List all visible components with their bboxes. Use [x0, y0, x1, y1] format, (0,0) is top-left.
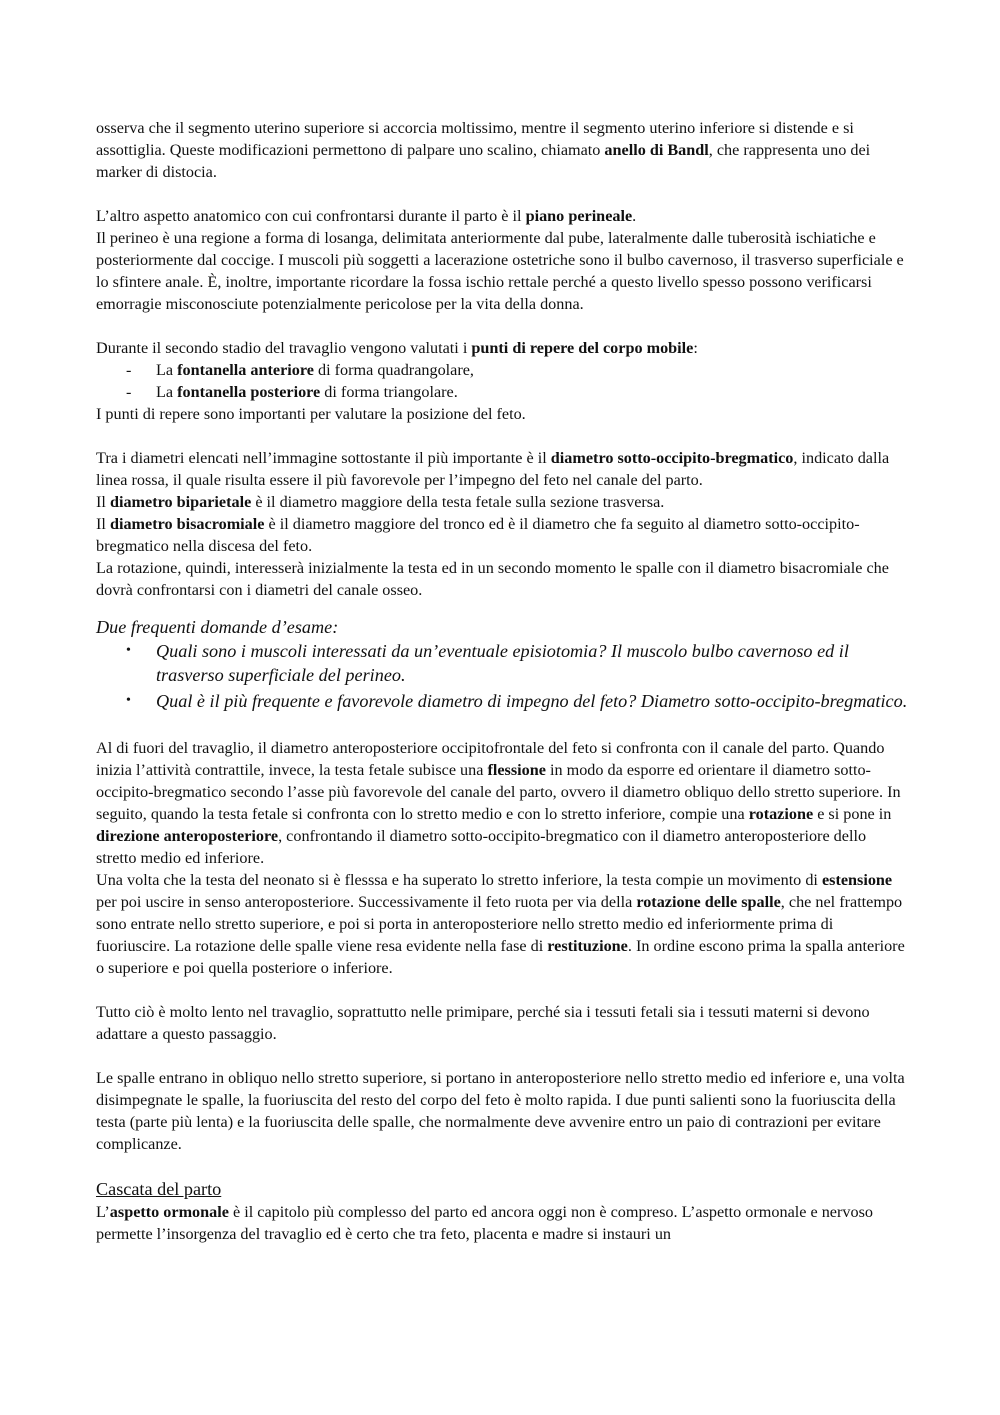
fontanelle-list [96, 359, 908, 403]
dash-marker: - [126, 383, 132, 401]
text-run: La [156, 383, 178, 401]
text-run: è il capitolo più complesso del parto ed ancora oggi non è compreso. L’aspetto ormonale e nervoso permette l’insorgenza del travaglio ed è certo che tra feto, placenta e madre si instauri un [96, 1203, 873, 1243]
bullet-marker: • [126, 643, 131, 658]
text-run: . In ordine escono prima la spalla anteriore o superiore e poi quella posteriore o inferiore. [96, 937, 905, 977]
bold-term: diametro biparietale [109, 493, 252, 511]
bold-term: anello di Bandl [604, 141, 709, 159]
bold-term: diametro sotto-occipito-bregmatico [550, 449, 794, 467]
text-run: è il diametro maggiore della testa fetale sulla sezione trasversa. [251, 493, 665, 511]
text-run: , confrontando il diametro sotto-occipito-bregmatico con il diametro anteroposteriore dello stretto medio ed inferiore. [96, 827, 867, 867]
text-run: per poi uscire in senso anteroposteriore. Successivamente il feto ruota per via della [96, 893, 637, 911]
bullet-marker: • [126, 693, 131, 708]
bold-term: fontanella anteriore [177, 361, 314, 379]
paragraph-flessione [96, 737, 908, 869]
paragraph-aspetto-ormonale [96, 1201, 908, 1245]
paragraph-bandl [96, 117, 908, 183]
document-page [96, 117, 908, 1245]
paragraph-punti-repere [96, 337, 908, 359]
bold-term: fontanella posteriore [177, 383, 321, 401]
text-run: L’ [96, 1203, 110, 1221]
bold-term: flessione [487, 761, 546, 779]
text-run: e si pone in [813, 805, 892, 823]
bold-term: punti di repere del corpo mobile [471, 339, 694, 357]
text-run: Il [96, 515, 110, 533]
text-run: L’altro aspetto anatomico con cui confrontarsi durante il parto è il [96, 207, 526, 225]
bold-term: rotazione [748, 805, 814, 823]
text-run: . [632, 207, 637, 225]
text-run: : [693, 339, 698, 357]
paragraph-posizione-feto: I punti di repere sono importanti per valutare la posizione del feto. [96, 405, 526, 423]
text-run: è il diametro maggiore del tronco ed è il diametro che fa seguito al diametro sotto-occipito-bregmatico nella discesa del feto. [96, 515, 860, 555]
bold-term: aspetto ormonale [109, 1203, 229, 1221]
paragraph-piano-perineale [96, 205, 908, 227]
paragraph-estensione [96, 869, 908, 979]
section-heading: Cascata del parto [96, 1179, 222, 1199]
question-text: Qual è il più frequente e favorevole diametro di impegno del feto? Diametro sotto-occipito-bregmatico. [156, 691, 908, 711]
bold-term: diametro bisacromiale [109, 515, 265, 533]
text-run: di forma triangolare. [320, 383, 458, 401]
text-run: , indicato dalla linea rossa, il quale risulta essere il più favorevole per l’impegno del feto nel canale del parto. [96, 449, 890, 489]
text-run: Durante il secondo stadio del travaglio vengono valutati i [96, 339, 472, 357]
paragraph-bisacromiale [96, 513, 908, 557]
text-run: Al di fuori del travaglio, il diametro anteroposteriore occipitofrontale del feto si confronta con il canale del parto. Quando inizia l’attività contrattile, invece, la testa fetale subisce una [96, 739, 885, 779]
text-run: La [156, 361, 178, 379]
paragraph-diametro-soboregmatico [96, 447, 908, 491]
list-item [96, 381, 908, 403]
list-item [96, 359, 908, 381]
text-run: Tra i diametri elencati nell’immagine sottostante il più importante è il [96, 449, 551, 467]
questions-intro: Due frequenti domande d’esame: [96, 617, 339, 637]
list-item [96, 639, 908, 687]
paragraph-travaglio-lento: Tutto ciò è molto lento nel travaglio, soprattutto nelle primipare, perché sia i tessuti fetali sia i tessuti materni si devono adattare a questo passaggio. [96, 1003, 870, 1043]
text-run: Il [96, 493, 110, 511]
paragraph-perineo: Il perineo è una regione a forma di losanga, delimitata anteriormente dal pube, lateralmente dalle tuberosità ischiatiche e posteriormente dal coccige. I muscoli più soggetti a lacerazione ostetriche sono il bulbo cavernoso, il trasverso superficiale e lo sfintere anale. È, inoltre, importante ricordare la fossa ischio rettale perché a questo livello spesso possono verificarsi emorragie misconosciute potenzialmente pericolose per la vita della donna. [96, 229, 904, 313]
list-item [96, 689, 908, 713]
bold-term: restituzione [547, 937, 628, 955]
bold-term: direzione anteroposteriore [96, 827, 279, 845]
bold-term: rotazione delle spalle [636, 893, 781, 911]
text-run: , che rappresenta uno dei marker di distocia. [96, 141, 871, 181]
text-run: osserva che il segmento uterino superiore si accorcia moltissimo, mentre il segmento uterino inferiore si distende e si assottiglia. Queste modificazioni permettono di palpare uno scalino, chiamato [96, 119, 854, 159]
text-run: di forma quadrangolare, [313, 361, 474, 379]
paragraph-biparietale [96, 491, 908, 513]
bold-term: estensione [821, 871, 893, 889]
questions-list [96, 639, 908, 713]
paragraph-spalle: Le spalle entrano in obliquo nello stretto superiore, si portano in anteroposteriore nello stretto medio ed inferiore e, una volta disimpegnate le spalle, la fuoriuscita del resto del corpo del feto è molto rapida. I due punti salienti sono la fuoriuscita della testa (parte più lenta) e la fuoriuscita delle spalle, che normalmente deve avvenire entro un paio di contrazioni per evitare complicanze. [96, 1069, 905, 1153]
bold-term: piano perineale [525, 207, 633, 225]
paragraph-rotazione: La rotazione, quindi, interesserà inizialmente la testa ed in un secondo momento le spalle con il diametro bisacromiale che dovrà confrontarsi con i diametri del canale osseo. [96, 559, 889, 599]
text-run: , che nel frattempo sono entrate nello stretto superiore, e poi si porta in anteroposteriore nello stretto medio ed inferiormente prima di fuoriuscire. La rotazione delle spalle viene resa evidente nella fase di [96, 893, 903, 955]
text-run: in modo da esporre ed orientare il diametro sotto-occipito-bregmatico secondo l’asse più favorevole del canale del parto, ovvero il diametro obliquo dello stretto superiore. In seguito, quando la testa fetale si confronta con lo stretto medio e con lo stretto inferiore, compie una [96, 761, 901, 823]
question-text: Quali sono i muscoli interessati da un’eventuale episiotomia? Il muscolo bulbo cavernoso ed il trasverso superficiale del perineo. [156, 641, 849, 685]
text-run: Una volta che la testa del neonato si è flesssa e ha superato lo stretto inferiore, la testa compie un movimento di [96, 871, 822, 889]
dash-marker: - [126, 361, 132, 379]
